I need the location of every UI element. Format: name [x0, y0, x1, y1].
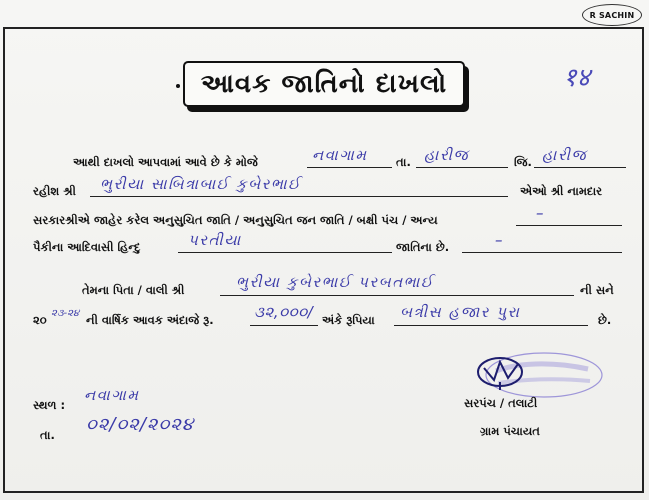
date-value: ૦૨/૦૨/૨૦૨૪ — [86, 414, 195, 435]
taluka-underline — [416, 167, 508, 168]
signatory-role: સરપંચ / તલાટી — [464, 396, 538, 410]
district-label: જિ. — [514, 155, 532, 169]
taluka-label: તા. — [396, 155, 411, 169]
income-text: ની વાર્ષિક આવક અંદાજે રૂ. — [86, 313, 214, 327]
resident-label: રહીશ શ્રી — [33, 184, 76, 198]
intro-text: આથી દાખલો આપવામાં આવે છે કે મોજે — [73, 155, 258, 169]
title-box — [183, 61, 465, 107]
caste-extra-underline — [462, 252, 622, 253]
amount-in-words: બત્રીસ હજાર પુરા — [400, 303, 521, 321]
date-label: તા. — [40, 428, 55, 442]
caste-dash: – — [495, 231, 504, 249]
year-value: ૨૩-૨૪ — [51, 308, 80, 319]
place-value: નવાગામ — [84, 386, 140, 404]
tribe-prefix: પૈકીના આદિવાસી હિન્દુ — [33, 240, 141, 254]
brand-logo: R SACHIN — [582, 4, 642, 26]
sentence-end: છે. — [598, 313, 612, 327]
village-value: નવાગામ — [312, 146, 368, 164]
category-text: સરકારશ્રીએ જાહેર કરેલ અનુસુચિત જાતિ / અનુસુચિત જન જાતિ / બક્ષી પંચ / અન્ય — [33, 213, 438, 227]
father-name: ભુરીયા કુબેરભાઈ પરબતભાઈ — [236, 273, 434, 291]
category-underline — [516, 225, 622, 226]
father-label: તેમના પિતા / વાલી શ્રી — [82, 283, 185, 297]
income-amount: ૩૨,૦૦૦/ — [254, 303, 314, 321]
serial-number: १४ — [563, 63, 591, 93]
father-underline — [220, 295, 574, 296]
resident-name: ભુરીયા સાબિત્રાબાઈ કુબેરભાઈ — [100, 175, 302, 193]
words-label: અંકે રૂપિયા — [322, 313, 375, 327]
district-value: હારીજ — [542, 146, 588, 164]
caste-value: પરતીયા — [188, 231, 242, 249]
taluka-value: હારીજ — [424, 146, 470, 164]
caste-suffix: જાતિના છે. — [396, 240, 450, 254]
village-underline — [307, 167, 392, 168]
name-underline — [90, 196, 508, 197]
year-label: ની સને — [580, 283, 614, 297]
category-dash: – — [536, 204, 545, 222]
amount-underline — [250, 325, 318, 326]
place-label: સ્થળ : — [33, 398, 66, 412]
caste-underline — [178, 252, 392, 253]
certificate-title: આવક જાતિનો દાખલો — [200, 68, 448, 99]
district-underline — [534, 167, 626, 168]
words-underline — [394, 325, 588, 326]
resident-suffix: એઓ શ્રી નામદાર — [520, 184, 603, 198]
signature-mark — [470, 352, 540, 392]
year-prefix: ૨૦ — [33, 313, 47, 327]
title-bullet — [176, 84, 180, 88]
signatory-office: ગ્રામ પંચાયત — [480, 424, 540, 438]
